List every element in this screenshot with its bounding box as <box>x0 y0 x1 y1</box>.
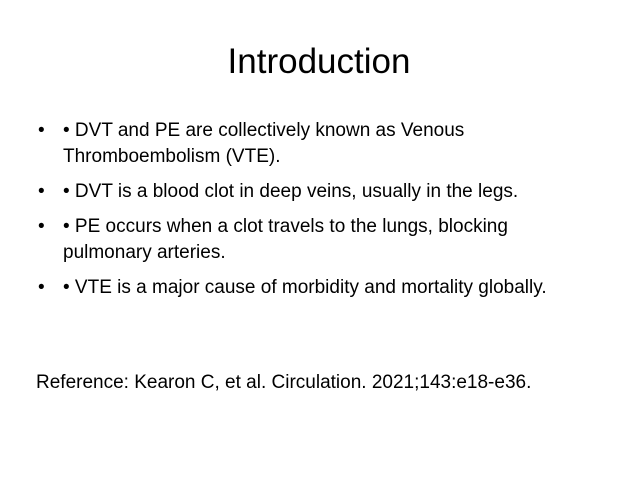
bullet-item <box>36 118 596 170</box>
bullet-marker-icon: • <box>38 120 45 141</box>
bullet-list <box>36 118 596 310</box>
bullet-item <box>36 179 596 205</box>
bullet-marker-icon: • <box>38 181 45 202</box>
reference-text: Reference: Kearon C, et al. Circulation. 2021;143:e18-e36. <box>36 372 532 393</box>
bullet-text: • VTE is a major cause of morbidity and mortality globally. <box>63 277 547 298</box>
bullet-item <box>36 214 596 266</box>
bullet-marker-icon: • <box>38 216 45 237</box>
bullet-marker-icon: • <box>38 277 45 298</box>
bullet-text: • DVT and PE are collectively known as Venous Thromboembolism (VTE). <box>63 120 465 167</box>
bullet-text: • PE occurs when a clot travels to the lungs, blocking pulmonary arteries. <box>63 216 508 263</box>
slide-title: Introduction <box>227 42 411 81</box>
bullet-item <box>36 275 596 301</box>
bullet-text: • DVT is a blood clot in deep veins, usually in the legs. <box>63 181 519 202</box>
